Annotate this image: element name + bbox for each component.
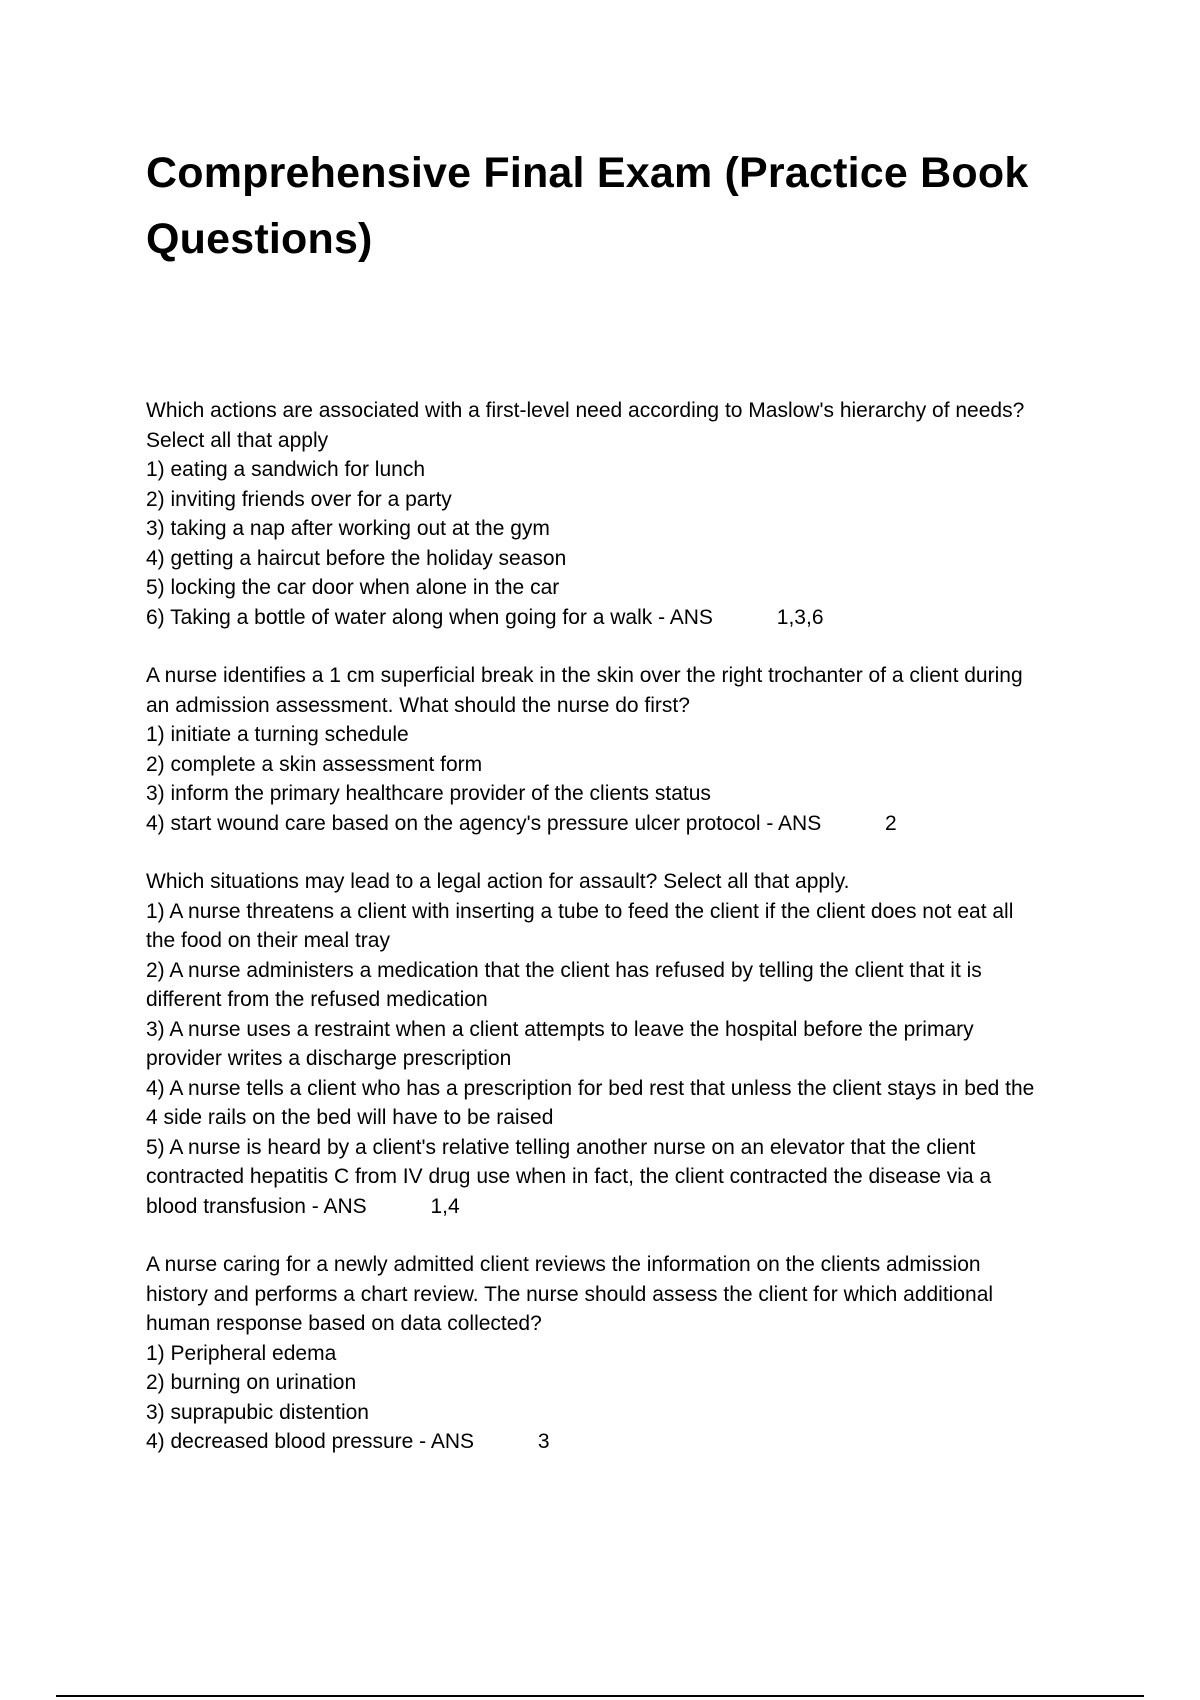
answer-option: 3) suprapubic distention [146,1400,369,1424]
answer-option: 3) taking a nap after working out at the gym [146,517,550,540]
question-3 [146,867,1106,1221]
answer-option: 3) A nurse uses a restraint when a client attempts to leave the hospital before the primary [146,1017,974,1041]
question-stem-line: Select all that apply [146,428,329,452]
answer-option: 1) A nurse threatens a client with inserting a tube to feed the client if the client does not eat all [146,899,1014,923]
question-4 [146,1250,1106,1457]
answer-option: 1) initiate a turning schedule [146,723,409,746]
answer-option: 4) A nurse tells a client who has a prescription for bed rest that unless the client stays in bed the [146,1076,1035,1100]
answer-option: contracted hepatitis C from IV drug use when in fact, the client contracted the disease via a [146,1165,992,1188]
answer-option: 1) Peripheral edema [146,1341,337,1365]
answer-line [146,809,1106,839]
answer-key: 1,4 [430,1194,460,1218]
answer-option-last: 4) decreased blood pressure - ANS [146,1430,475,1453]
question-stem-line: an admission assessment. What should the nurse do first? [146,693,690,717]
question-stem-line: history and performs a chart review. The nurse should assess the client for which additional [146,1282,994,1306]
answer-option: provider writes a discharge prescription [146,1047,512,1070]
question-stem-line: A nurse identifies a 1 cm superficial break in the skin over the right trochanter of a client during [146,664,1023,687]
question-stem-line: A nurse caring for a newly admitted client reviews the information on the clients admission [146,1253,981,1276]
answer-option-last: 6) Taking a bottle of water along when going for a walk - ANS [146,605,713,629]
question-list [146,396,1106,1486]
question-2 [146,661,1106,838]
answer-key: 1,3,6 [776,605,824,629]
answer-option: 2) burning on urination [146,1371,357,1394]
answer-option: 5) A nurse is heard by a client's relative telling another nurse on an elevator that the client [146,1135,976,1159]
answer-option: 4 side rails on the bed will have to be raised [146,1106,554,1129]
answer-option: 2) A nurse administers a medication that the client has refused by telling the client that it is [146,958,982,982]
answer-option-last: 4) start wound care based on the agency's pressure ulcer protocol - ANS [146,811,822,835]
answer-option: 5) locking the car door when alone in the car [146,576,560,599]
answer-line [146,1427,1106,1457]
answer-option: 2) inviting friends over for a party [146,487,452,511]
answer-option-last: blood transfusion - ANS [146,1194,367,1218]
answer-option: 1) eating a sandwich for lunch [146,458,425,481]
page-title: Comprehensive Final Exam (Practice Book Questions) [146,149,1029,263]
answer-line [146,603,1106,633]
answer-option: different from the refused medication [146,988,488,1011]
answer-key: 2 [885,811,897,835]
answer-option: 2) complete a skin assessment form [146,752,483,776]
answer-option: 4) getting a haircut before the holiday season [146,546,567,570]
footer-divider [56,1695,1144,1697]
answer-line [146,1192,1106,1222]
question-stem-line: human response based on data collected? [146,1312,542,1335]
answer-key: 3 [537,1430,550,1453]
question-stem-line: Which situations may lead to a legal action for assault? Select all that apply. [146,870,850,893]
answer-option: 3) inform the primary healthcare provider of the clients status [146,782,711,805]
answer-option: the food on their meal tray [146,929,390,952]
question-1 [146,396,1106,632]
question-stem-line: Which actions are associated with a first-level need according to Maslow's hierarchy of needs? [146,399,1025,422]
